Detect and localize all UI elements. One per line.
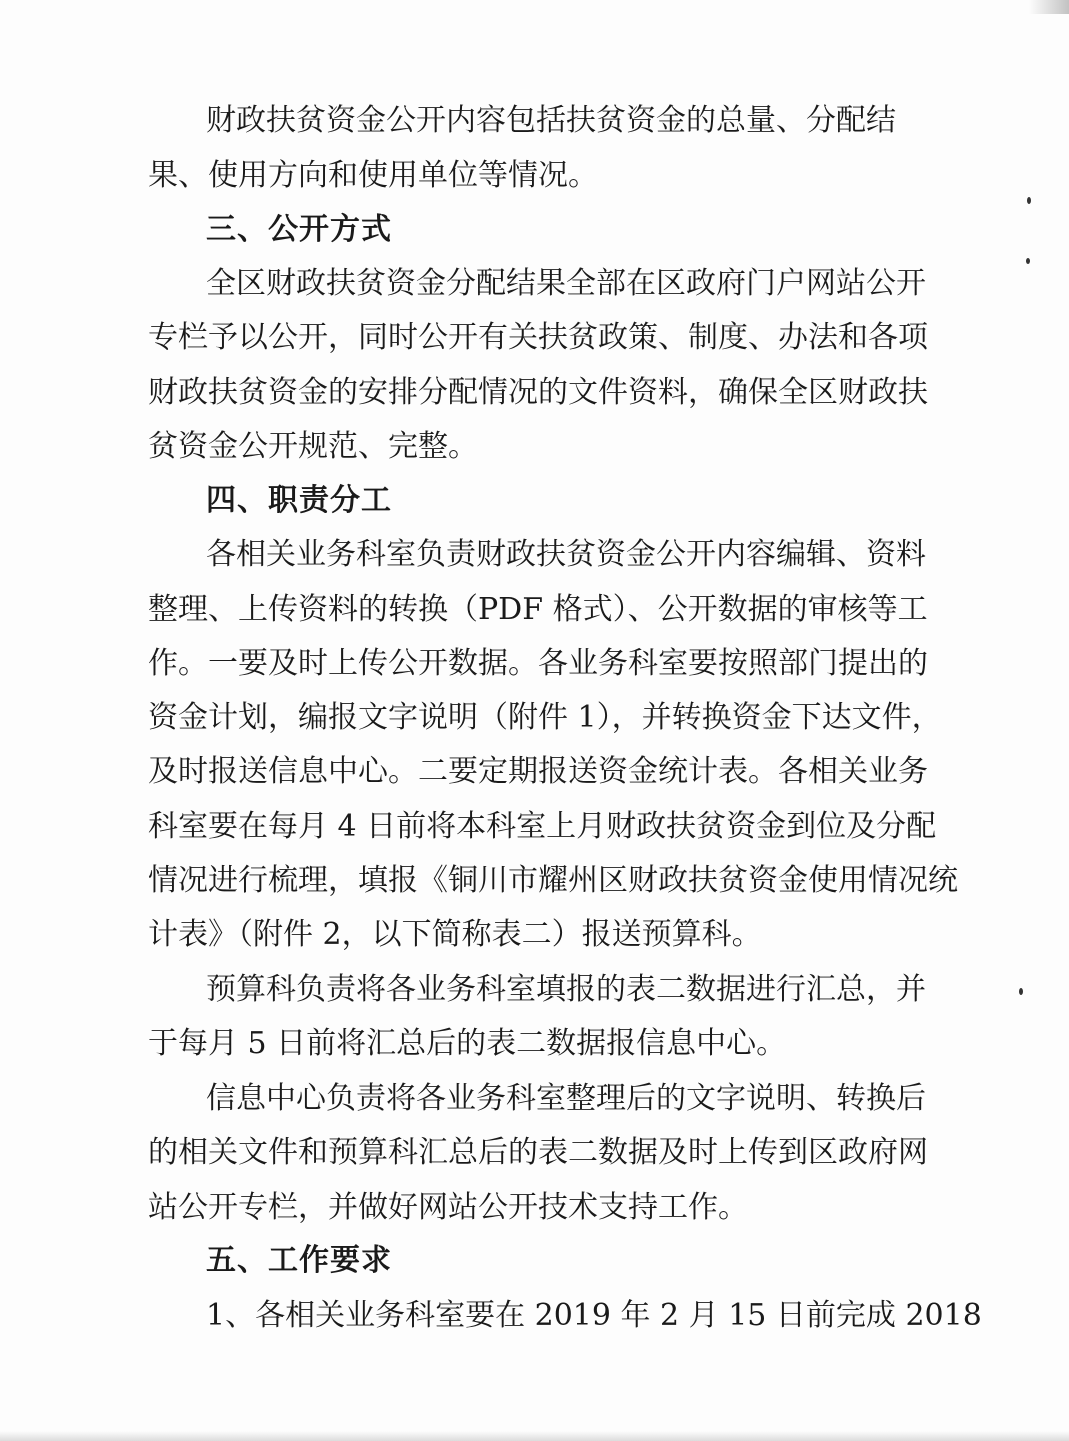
paragraph-disclosure-method-line-4: 贫资金公开规范、完整。: [148, 429, 478, 464]
paragraph-budget-section-line-2: 于每月 5 日前将汇总后的表二数据报信息中心。: [148, 1026, 787, 1061]
section-heading-work-requirements: 五、工作要求: [206, 1243, 392, 1278]
scan-speck: [1027, 197, 1031, 204]
paragraph-responsibilities-line-4: 资金计划，编报文字说明（附件 1），并转换资金下达文件，: [148, 700, 942, 735]
section-heading-responsibilities: 四、职责分工: [206, 483, 392, 518]
paragraph-info-center-line-1: 信息中心负责将各业务科室整理后的文字说明、转换后: [206, 1081, 926, 1116]
paragraph-responsibilities-line-3: 作。一要及时上传公开数据。各业务科室要按照部门提出的: [148, 646, 928, 681]
paragraph-info-center-line-2: 的相关文件和预算科汇总后的表二数据及时上传到区政府网: [148, 1135, 928, 1170]
paragraph-disclosure-method-line-3: 财政扶贫资金的安排分配情况的文件资料，确保全区财政扶: [148, 375, 928, 410]
scan-speck: [1026, 258, 1030, 264]
paragraph-content-scope-line-2: 果、使用方向和使用单位等情况。: [148, 158, 598, 193]
paragraph-responsibilities-line-6: 科室要在每月 4 日前将本科室上月财政扶贫资金到位及分配: [148, 809, 937, 844]
scan-edge-shadow: [1029, 0, 1069, 14]
paragraph-responsibilities-line-2: 整理、上传资料的转换（PDF 格式）、公开数据的审核等工: [148, 592, 928, 627]
paragraph-requirements-item-1-line-1: 1、各相关业务科室要在 2019 年 2 月 15 日前完成 2018: [206, 1298, 982, 1333]
section-heading-disclosure-method: 三、公开方式: [206, 212, 392, 247]
paragraph-disclosure-method-line-1: 全区财政扶贫资金分配结果全部在区政府门户网站公开: [206, 266, 926, 301]
paragraph-content-scope-line-1: 财政扶贫资金公开内容包括扶贫资金的总量、分配结: [206, 103, 896, 138]
paragraph-responsibilities-line-8: 计表》（附件 2，以下简称表二）报送预算科。: [148, 917, 762, 952]
paragraph-responsibilities-line-5: 及时报送信息中心。二要定期报送资金统计表。各相关业务: [148, 754, 928, 789]
scan-speck: [1019, 988, 1023, 995]
paragraph-budget-section-line-1: 预算科负责将各业务科室填报的表二数据进行汇总，并: [206, 972, 926, 1007]
scan-edge-shadow: [0, 1431, 1069, 1441]
paragraph-info-center-line-3: 站公开专栏，并做好网站公开技术支持工作。: [148, 1190, 748, 1225]
paragraph-responsibilities-line-7: 情况进行梳理，填报《铜川市耀州区财政扶贫资金使用情况统: [148, 863, 958, 898]
paragraph-disclosure-method-line-2: 专栏予以公开，同时公开有关扶贫政策、制度、办法和各项: [148, 320, 928, 355]
paragraph-responsibilities-line-1: 各相关业务科室负责财政扶贫资金公开内容编辑、资料: [206, 537, 926, 572]
